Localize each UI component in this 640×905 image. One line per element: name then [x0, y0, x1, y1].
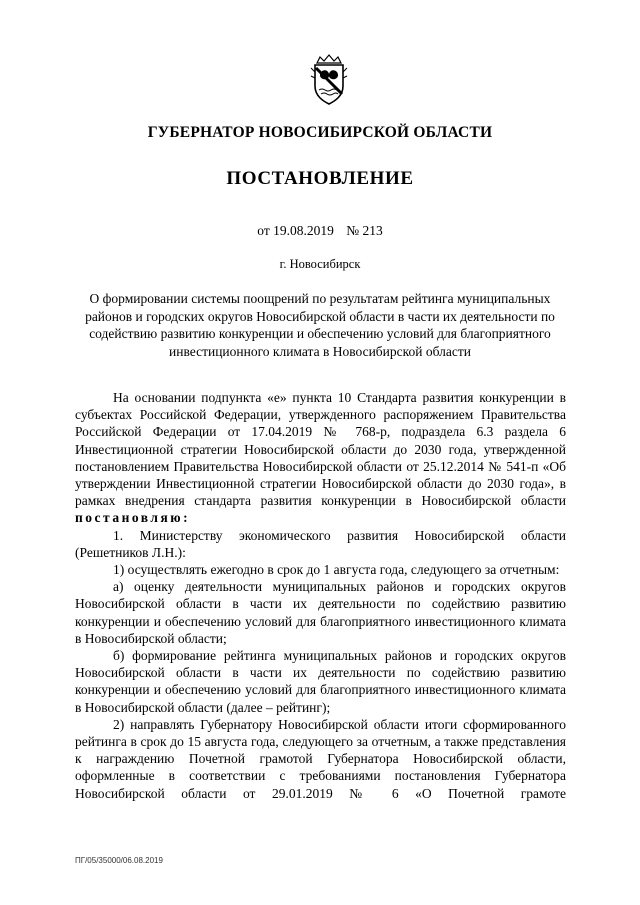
paragraph-item-1-1-b: б) формирование рейтинга муниципальных районов и городских округов Новосибирской области в части их деятельности по содействию развитию конкуренции и обеспечению условий для благоприятного инвестиционного климата в Новосибирской области (далее – рейтинг);: [75, 648, 566, 715]
document-title: О формировании системы поощрений по результатам рейтинга муниципальных районов и городских округов Новосибирской области в части их деятельности по содействию развитию конкуренции и обеспечению условий для благоприятного инвестиционного климата в Новосибирской области: [85, 291, 555, 359]
footer-document-code: ПГ/05/35000/06.08.2019: [75, 856, 163, 865]
paragraph-item-1-2: 2) направлять Губернатору Новосибирской области итоги сформированного рейтинга в срок до 15 августа года, следующего за отчетным, а также представления к награждению Почетной грамотой Губернатора Новосибирской области, оформленные в соответствии с требованиями постановления Губернатора Новосибирской области от 29.01.2019 № 6 «О Почетной грамоте: [75, 716, 566, 801]
document-body: [75, 389, 566, 802]
document-number: № 213: [346, 223, 383, 238]
preamble-paragraph: [75, 389, 566, 527]
coat-of-arms-icon: [307, 54, 351, 106]
paragraph-item-1-1: 1) осуществлять ежегодно в срок до 1 августа года, следующего за отчетным:: [113, 562, 560, 578]
issuing-authority: ГУБЕРНАТОР НОВОСИБИРСКОЙ ОБЛАСТИ: [147, 124, 493, 141]
preamble-closing: постановляю:: [75, 510, 191, 526]
document-type: ПОСТАНОВЛЕНИЕ: [226, 168, 414, 189]
document-date-number: [0, 223, 640, 239]
preamble-text: На основании подпункта «е» пункта 10 Стандарта развития конкуренции в субъектах Российской Федерации, утвержденного распоряжением Правительства Российской Федерации от 17.04.2019 № 768-р, подраздела 6.3 раздела 6 Инвестиционной стратегии Новосибирской области до 2030 года, утвержденной постановлением Правительства Новосибирской области от 25.12.2014 № 541-п «Об утверждении Инвестиционной стратегии Новосибирской области до 2030 года», в рамках внедрения стандарта развития конкуренции в Новосибирской области: [75, 390, 566, 509]
paragraph-item-1: 1. Министерству экономического развития Новосибирской области (Решетников Л.Н.):: [75, 527, 566, 560]
document-city: г. Новосибирск: [279, 257, 361, 271]
document-date: от 19.08.2019: [257, 223, 334, 238]
paragraph-item-1-1-a: а) оценку деятельности муниципальных районов и городских округов Новосибирской области в части их деятельности по содействию развитию конкуренции и обеспечению условий для благоприятного инвестиционного климата в Новосибирской области;: [75, 579, 566, 646]
